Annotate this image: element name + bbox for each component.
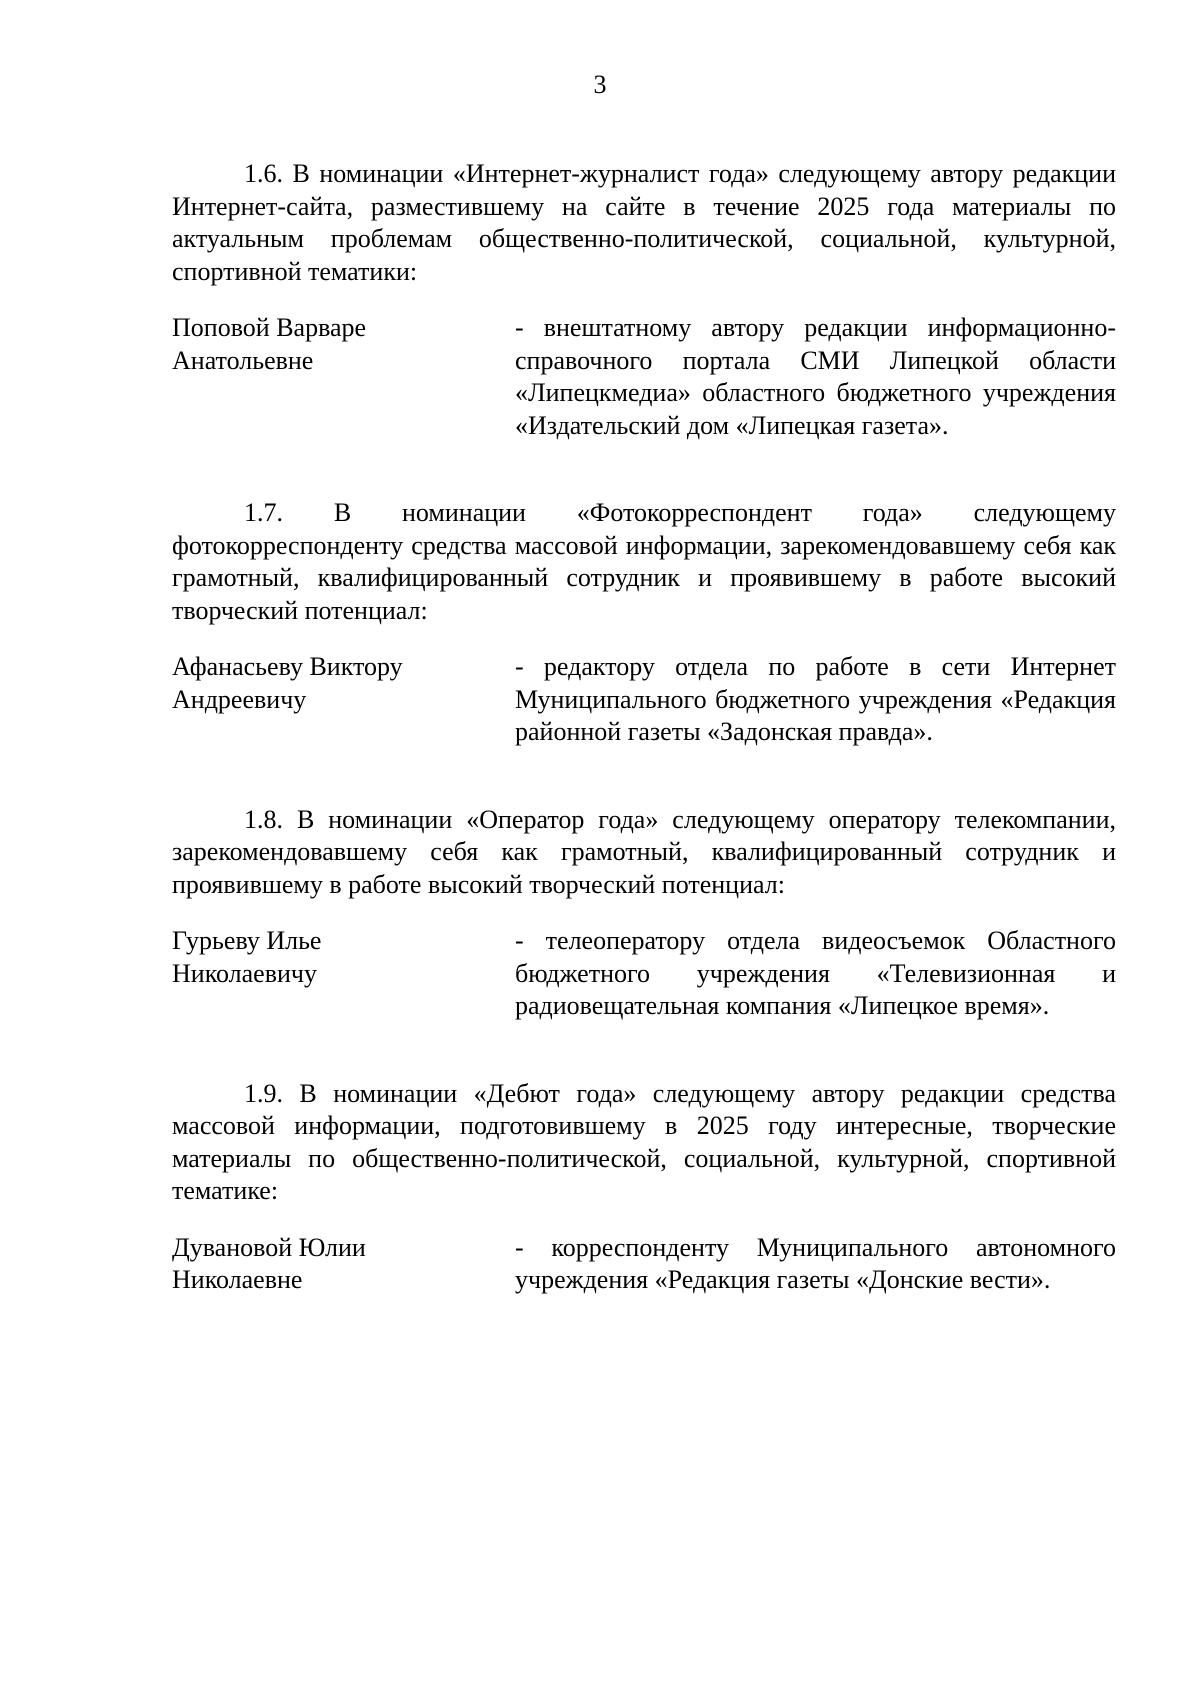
awardee-name: [172, 925, 515, 1023]
nomination-section-1-9: [172, 1078, 1116, 1297]
awardee-surname-line: Дувановой Юлии: [172, 1232, 366, 1262]
awardee-row: [172, 925, 1116, 1023]
nomination-section-1-7: [172, 497, 1116, 749]
awardee-patronymic-line: Андреевичу: [172, 684, 307, 714]
awardee-description: - корреспонденту Муниципального автономного учреждения «Редакция газеты «Донские вести».: [515, 1232, 1116, 1294]
awardee-description: - редактору отдела по работе в сети Интернет Муниципального бюджетного учреждения «Редакция районной газеты «Задонская правда».: [515, 652, 1116, 746]
awardee-patronymic-line: Анатольевне: [172, 345, 314, 375]
document-body: [172, 158, 1116, 1297]
nomination-section-1-6: [172, 158, 1116, 442]
awardee-name: [172, 651, 515, 749]
awardee-row: [172, 312, 1116, 442]
nomination-text: 1.7. В номинации «Фотокорреспондент года» следующему фотокорреспонденту средства массовой информации, зарекомендовавшему себя как грамотный, квалифицированный сотрудник и проявившему в работе высокий творческий потенциал:: [172, 498, 1116, 625]
nomination-text: 1.6. В номинации «Интернет-журналист года» следующему автору редакции Интернет-сайта, разместившему на сайте в течение 2025 года материалы по актуальным проблемам общественно-политической, социальной, культурной, спортивной тематики:: [172, 159, 1116, 286]
awardee-name: [172, 1232, 515, 1297]
awardee-description: - внештатному автору редакции информационно-справочного портала СМИ Липецкой области «Липецкмедиа» областного бюджетного учреждения «Издательский дом «Липецкая газета».: [515, 313, 1116, 440]
awardee-patronymic-line: Николаевне: [172, 1265, 303, 1294]
awardee-description: - телеоператору отдела видеосъемок Областного бюджетного учреждения «Телевизионная и радиовещательная компания «Липецкое время».: [515, 926, 1116, 1020]
awardee-row: [172, 1232, 1116, 1297]
page-number: 3: [593, 70, 607, 99]
awardee-surname-line: Афанасьеву Виктору: [172, 652, 403, 681]
awardee-row: [172, 651, 1116, 749]
awardee-surname-line: Гурьеву Илье: [172, 926, 322, 955]
nomination-text: 1.9. В номинации «Дебют года» следующему автору редакции средства массовой информации, подготовившему в 2025 году интересные, творческие материалы по общественно-политической, социальной, культурной, спортивной тематике:: [172, 1078, 1116, 1205]
nomination-section-1-8: [172, 804, 1116, 1023]
awardee-surname-line: Поповой Варваре: [172, 313, 367, 342]
nomination-text: 1.8. В номинации «Оператор года» следующему оператору телекомпании, зарекомендовавшему себя как грамотный, квалифицированный сотрудник и проявившему в работе высокий творческий потенциал:: [172, 804, 1116, 899]
awardee-patronymic-line: Николаевичу: [172, 958, 317, 988]
awardee-name: [172, 312, 515, 442]
